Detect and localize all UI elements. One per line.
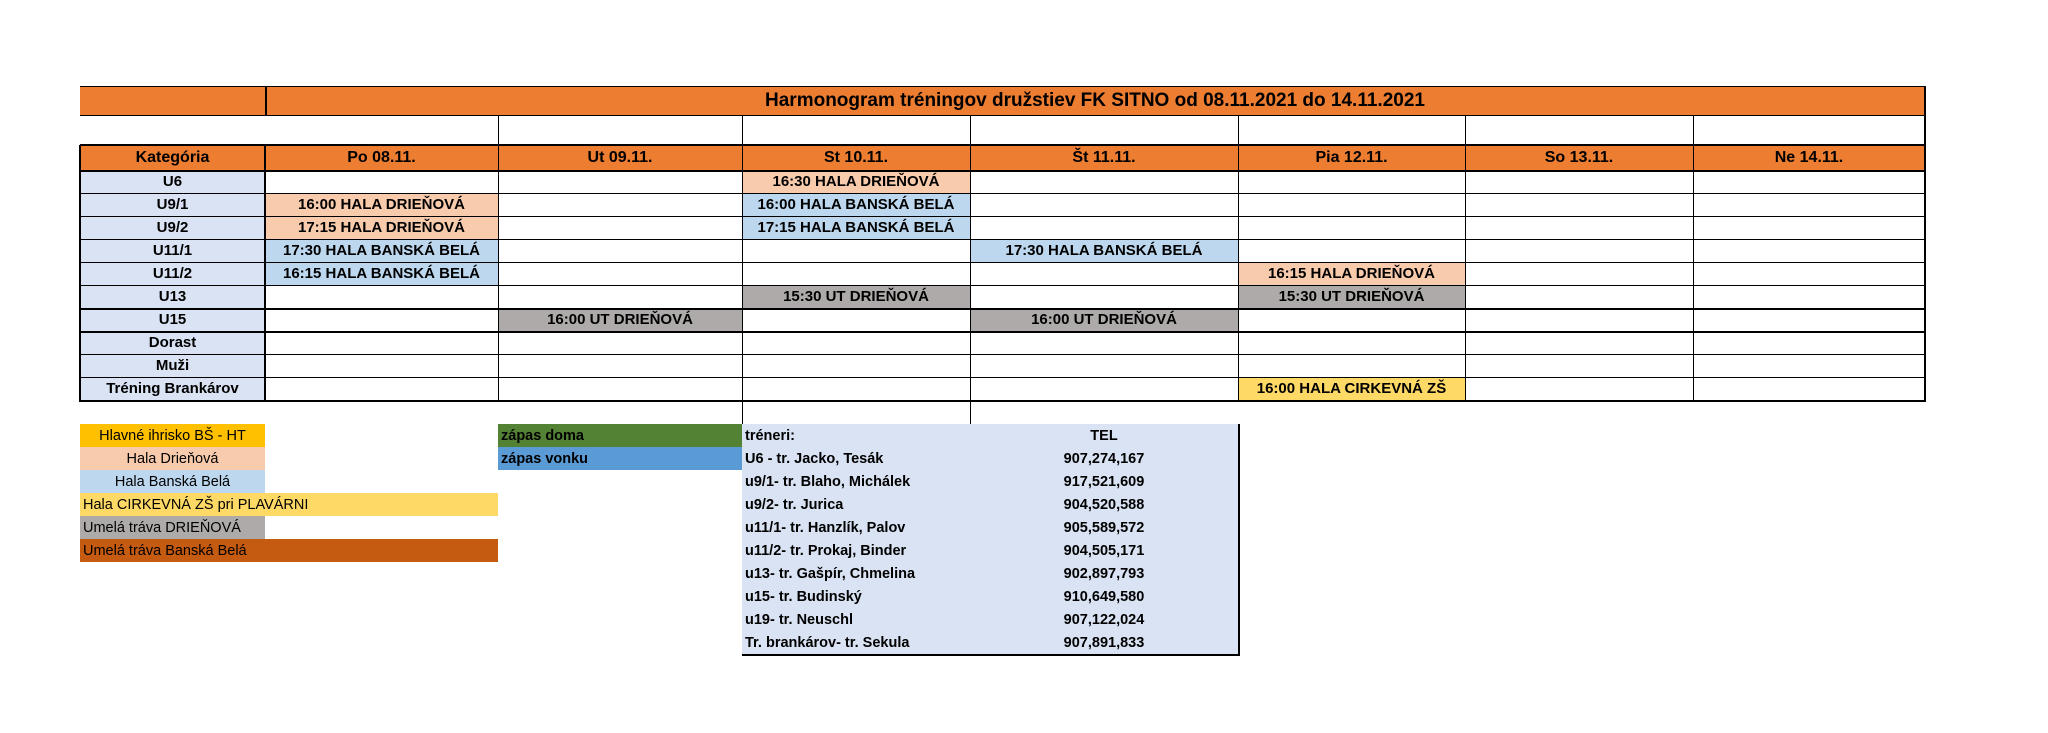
legend-item: Hlavné ihrisko BŠ - HT (80, 424, 265, 447)
schedule-cell: 17:30 HALA BANSKÁ BELÁ (970, 239, 1238, 262)
grid-line (80, 144, 1926, 146)
schedule-cell (1693, 193, 1925, 216)
schedule-cell (498, 216, 742, 239)
grid-line (80, 86, 1925, 87)
schedule-cell (742, 239, 970, 262)
schedule-cell (970, 216, 1238, 239)
schedule-cell (498, 170, 742, 193)
schedule-cell: 16:00 HALA CIRKEVNÁ ZŠ (1238, 377, 1465, 400)
day-header: Po 08.11. (265, 145, 498, 170)
grid-line (80, 193, 1926, 194)
grid-line (264, 145, 266, 402)
grid-line (1924, 145, 1926, 402)
trainer-name: u9/1- tr. Blaho, Michálek (742, 470, 970, 493)
schedule-cell (498, 239, 742, 262)
day-header: Ne 14.11. (1693, 145, 1925, 170)
grid-line (1238, 145, 1239, 402)
trainer-phone: 902,897,793 (970, 562, 1238, 585)
schedule-cell (498, 377, 742, 400)
schedule-cell (970, 170, 1238, 193)
schedule-cell (265, 377, 498, 400)
schedule-cell (498, 285, 742, 308)
trainers-header-name: tréneri: (742, 424, 970, 447)
grid-line (80, 239, 1926, 240)
day-header: Ut 09.11. (498, 145, 742, 170)
schedule-cell (1238, 331, 1465, 354)
grid-line (80, 115, 1925, 116)
grid-line (1465, 145, 1466, 402)
trainer-phone: 917,521,609 (970, 470, 1238, 493)
schedule-cell (970, 262, 1238, 285)
grid-line (498, 145, 499, 402)
grid-line (970, 400, 971, 426)
schedule-cell (1238, 216, 1465, 239)
trainer-phone: 907,122,024 (970, 608, 1238, 631)
schedule-cell (1465, 354, 1693, 377)
schedule-cell (265, 331, 498, 354)
trainer-name: u11/2- tr. Prokaj, Binder (742, 539, 970, 562)
grid-line (970, 115, 971, 145)
day-header: So 13.11. (1465, 145, 1693, 170)
grid-line (80, 331, 1926, 333)
schedule-cell (1693, 216, 1925, 239)
category-cell: U9/2 (80, 216, 265, 239)
grid-line (1924, 115, 1926, 145)
trainer-name: u19- tr. Neuschl (742, 608, 970, 631)
schedule-cell (970, 354, 1238, 377)
grid-line (742, 654, 1239, 656)
schedule-cell: 16:00 UT DRIEŇOVÁ (498, 308, 742, 331)
grid-line (742, 145, 743, 402)
schedule-cell (970, 377, 1238, 400)
schedule-cell (1693, 377, 1925, 400)
trainer-phone: 904,505,171 (970, 539, 1238, 562)
match-legend-item: zápas doma (498, 424, 742, 447)
schedule-cell: 16:30 HALA DRIEŇOVÁ (742, 170, 970, 193)
match-legend-item: zápas vonku (498, 447, 742, 470)
schedule-cell (1693, 239, 1925, 262)
schedule-cell: 16:15 HALA BANSKÁ BELÁ (265, 262, 498, 285)
grid-line (80, 400, 1926, 402)
schedule-cell: 15:30 UT DRIEŇOVÁ (1238, 285, 1465, 308)
schedule-cell (265, 354, 498, 377)
schedule-cell (1465, 193, 1693, 216)
schedule-cell (1238, 193, 1465, 216)
schedule-cell (970, 331, 1238, 354)
schedule-cell (1465, 262, 1693, 285)
schedule-cell (1693, 308, 1925, 331)
schedule-cell (265, 170, 498, 193)
grid-line (1924, 86, 1926, 116)
schedule-cell (742, 354, 970, 377)
category-cell: U9/1 (80, 193, 265, 216)
schedule-cell (742, 308, 970, 331)
grid-line (1238, 115, 1239, 145)
schedule-cell (1238, 308, 1465, 331)
category-cell: Dorast (80, 331, 265, 354)
grid-line (80, 377, 1926, 378)
schedule-cell (1693, 262, 1925, 285)
schedule-cell (742, 331, 970, 354)
schedule-cell (1693, 285, 1925, 308)
schedule-cell (1238, 170, 1465, 193)
schedule-cell (1465, 239, 1693, 262)
legend-item: Umelá tráva Banská Belá (80, 539, 498, 562)
title-left-block (80, 86, 265, 115)
trainer-name: u9/2- tr. Jurica (742, 493, 970, 516)
category-cell: U11/2 (80, 262, 265, 285)
grid-line (1238, 424, 1240, 656)
page-title: Harmonogram tréningov družstiev FK SITNO od 08.11.2021 do 14.11.2021 (265, 86, 1925, 115)
schedule-cell (1238, 354, 1465, 377)
day-header: Pia 12.11. (1238, 145, 1465, 170)
grid-line (1693, 115, 1694, 145)
category-cell: U11/1 (80, 239, 265, 262)
schedule-cell (1465, 308, 1693, 331)
schedule-cell (970, 193, 1238, 216)
day-header: Št 11.11. (970, 145, 1238, 170)
trainer-name: Tr. brankárov- tr. Sekula (742, 631, 970, 654)
legend-item: Hala Drieňová (80, 447, 265, 470)
trainer-phone: 904,520,588 (970, 493, 1238, 516)
category-cell: Tréning Brankárov (80, 377, 265, 400)
schedule-cell (970, 285, 1238, 308)
legend-item: Umelá tráva DRIEŇOVÁ (80, 516, 265, 539)
category-header: Kategória (80, 145, 265, 170)
grid-line (80, 308, 1926, 310)
schedule-cell (1465, 285, 1693, 308)
schedule-cell (1238, 239, 1465, 262)
grid-line (80, 216, 1926, 217)
trainer-phone: 910,649,580 (970, 585, 1238, 608)
schedule-cell (1465, 216, 1693, 239)
trainer-phone: 907,891,833 (970, 631, 1238, 654)
schedule-cell: 15:30 UT DRIEŇOVÁ (742, 285, 970, 308)
schedule-cell: 16:15 HALA DRIEŇOVÁ (1238, 262, 1465, 285)
schedule-cell: 16:00 UT DRIEŇOVÁ (970, 308, 1238, 331)
schedule-cell (1465, 170, 1693, 193)
schedule-cell (1465, 331, 1693, 354)
category-cell: Muži (80, 354, 265, 377)
grid-line (80, 262, 1926, 263)
schedule-cell (498, 193, 742, 216)
trainer-name: U6 - tr. Jacko, Tesák (742, 447, 970, 470)
legend-item: Hala CIRKEVNÁ ZŠ pri PLAVÁRNI (80, 493, 498, 516)
grid-line (80, 170, 1926, 172)
grid-line (498, 115, 499, 145)
grid-line (1465, 115, 1466, 145)
category-cell: U13 (80, 285, 265, 308)
trainer-name: u15- tr. Budinský (742, 585, 970, 608)
trainer-name: u11/1- tr. Hanzlík, Palov (742, 516, 970, 539)
schedule-cell (498, 354, 742, 377)
schedule-cell (265, 285, 498, 308)
schedule-cell: 17:30 HALA BANSKÁ BELÁ (265, 239, 498, 262)
day-header: St 10.11. (742, 145, 970, 170)
grid-line (80, 354, 1926, 355)
schedule-cell (498, 262, 742, 285)
schedule-cell: 17:15 HALA BANSKÁ BELÁ (742, 216, 970, 239)
grid-line (265, 86, 267, 116)
schedule-cell (1693, 331, 1925, 354)
legend-item: Hala Banská Belá (80, 470, 265, 493)
trainer-phone: 907,274,167 (970, 447, 1238, 470)
schedule-cell (742, 262, 970, 285)
schedule-cell (742, 377, 970, 400)
schedule-cell: 16:00 HALA DRIEŇOVÁ (265, 193, 498, 216)
trainers-header-tel: TEL (970, 424, 1238, 447)
grid-line (1693, 145, 1694, 402)
grid-line (742, 115, 743, 145)
schedule-cell: 16:00 HALA BANSKÁ BELÁ (742, 193, 970, 216)
schedule-cell (265, 308, 498, 331)
schedule-cell (1693, 354, 1925, 377)
schedule-cell: 17:15 HALA DRIEŇOVÁ (265, 216, 498, 239)
category-cell: U6 (80, 170, 265, 193)
schedule-cell (498, 331, 742, 354)
trainer-phone: 905,589,572 (970, 516, 1238, 539)
grid-line (80, 285, 1926, 286)
trainer-name: u13- tr. Gašpír, Chmelina (742, 562, 970, 585)
grid-line (79, 145, 81, 402)
schedule-cell (1693, 170, 1925, 193)
grid-line (970, 145, 971, 402)
schedule-cell (1465, 377, 1693, 400)
category-cell: U15 (80, 308, 265, 331)
